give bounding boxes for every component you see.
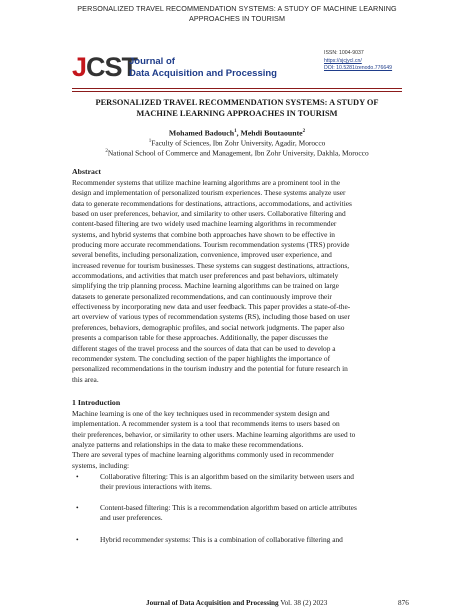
affiliation-marker: 1	[148, 139, 152, 144]
author-name: Mohamed Badouch	[168, 128, 235, 138]
issn-text: ISSN: 1004-9037	[324, 50, 364, 56]
author-affil-marker: 2	[302, 129, 306, 134]
bullet-marker: •	[76, 535, 79, 544]
bullet-marker: •	[76, 472, 79, 481]
abstract-line: this area.	[72, 374, 99, 384]
abstract-line: increased revenue for tourism businesses. These systems can suggest destinations, attractions,	[72, 260, 350, 270]
logo-letters-cst: CST	[86, 52, 138, 82]
abstract-line: effectiveness by incorporating new data and user feedback. This paper provides a state-of-the-	[72, 302, 351, 312]
abstract-line: based on user preferences, behavior, and similarity to other users. Collaborative filtering and	[72, 209, 346, 219]
affiliation	[60, 147, 414, 158]
bullet-line: Collaborative filtering: This is an algorithm based on the similarity between users and	[100, 472, 354, 481]
abstract-line: producing more accurate recommendations. Tourism recommendation systems (TRS) provide	[72, 240, 350, 250]
abstract-line: systems, and hybrid systems that combine both approaches have shown to be effective in	[72, 229, 335, 239]
introduction-line: systems, including:	[72, 460, 130, 470]
introduction-line: analyze patterns and relationships in the data to make these recommendations.	[72, 440, 304, 450]
masthead-rule-top	[72, 88, 402, 89]
abstract-line: personalized recommendations in the tourism industry and the potential for future research in	[72, 364, 348, 374]
journal-name-line1: Journal of	[129, 56, 175, 67]
bullet-line: Hybrid recommender systems: This is a combination of collaborative filtering and	[100, 535, 343, 544]
abstract-line: accommodations, and activities that match user preferences and past behaviors, ultimately	[72, 271, 339, 281]
abstract-line: several benefits, including personalization, convenience, improved user experience, and	[72, 250, 332, 260]
abstract-line: datasets to generate personalized recommendations, and can continuously improve their	[72, 291, 332, 301]
section-heading-introduction: 1 Introduction	[72, 398, 121, 407]
doi-link[interactable]: DOI: 10.5281/zenodo.776649	[324, 65, 393, 72]
bullet-line: and user preferences.	[100, 513, 163, 523]
abstract-line: simplifying the trip planning process. Machine learning algorithms can be trained on large	[72, 281, 339, 291]
journal-name-line2: Data Acquisition and Processing	[129, 67, 277, 79]
paper-title	[60, 97, 414, 119]
masthead-rule-bottom	[72, 91, 402, 92]
bullet-line: Content-based filtering: This is a recommendation algorithm based on article attributes	[100, 503, 357, 512]
introduction-line: their preferences, behavior, or similarity to other users. Machine learning algorithms are used to	[72, 429, 356, 439]
running-head-text: PERSONALIZED TRAVEL RECOMMENDATION SYSTEMS: A STUDY OF MACHINE LEARNING APPROACHES IN TOURISM	[77, 4, 397, 23]
bullet-marker: •	[76, 503, 79, 512]
abstract-heading: Abstract	[72, 167, 102, 176]
introduction-line: implementation. A recommender system is a tool that recommends items to users based on	[72, 419, 340, 429]
running-head	[60, 4, 414, 24]
journal-site-link[interactable]: https://sjcjycl.cn/	[324, 57, 362, 64]
logo-letter-j: J	[72, 52, 87, 82]
author-separator: ,	[236, 128, 241, 138]
footer-volume: Vol. 38 (2) 2023	[278, 599, 328, 607]
abstract-line: art overview of various types of recommendation systems (RS), including those based on user	[72, 312, 350, 322]
abstract-line: Recommender systems that utilize machine learning algorithms are a prominent tool in the	[72, 178, 341, 187]
journal-name	[129, 56, 277, 79]
journal-meta	[324, 50, 392, 73]
bullet-item	[100, 503, 402, 524]
abstract-line: content-based filtering are two widely used machine learning algorithms in recommender	[72, 219, 337, 229]
page-number: 876	[398, 599, 409, 607]
page-footer	[146, 598, 327, 608]
paper-title-line: PERSONALIZED TRAVEL RECOMMENDATION SYSTEMS: A STUDY OF	[95, 98, 379, 107]
author-name: Mehdi Boutaounte	[240, 128, 303, 138]
introduction-line: Machine learning is one of the key techniques used in recommender system design and	[72, 409, 330, 418]
author-affil-marker: 1	[234, 129, 237, 134]
journal-logo	[72, 52, 137, 82]
affiliation-text: Faculty of Sciences, Ibn Zohr University, Agadir, Morocco	[151, 138, 326, 148]
journal-masthead	[72, 50, 402, 88]
introduction-line: There are several types of machine learning algorithms commonly used in recommender	[72, 450, 334, 460]
paper-title-line: MACHINE LEARNING APPROACHES IN TOURISM	[136, 109, 338, 118]
abstract-line: different stages of the travel process and the sources of data that can be used to develop a	[72, 343, 336, 353]
affiliation-marker: 2	[105, 149, 108, 154]
abstract-line: presents a comparison table for these approaches. Additionally, the paper discusses the	[72, 333, 328, 343]
abstract-line: design and implementation of personalized tourism experiences. These systems analyze user	[72, 188, 346, 198]
abstract-line: preferences, behaviors, demographic profiles, and social network judgments. The paper also	[72, 322, 345, 332]
bullet-line: their previous interactions with items.	[100, 482, 212, 492]
abstract-line: data to generate recommendations for destinations, attractions, accommodations, and activities	[72, 198, 352, 208]
introduction-body	[72, 409, 402, 471]
bullet-item	[100, 472, 402, 493]
affiliation-text: National School of Commerce and Management, Ibn Zohr University, Dakhla, Morocco	[107, 148, 369, 158]
abstract-line: recommender system. The concluding section of the paper highlights the importance of	[72, 353, 331, 363]
abstract-body	[72, 178, 402, 385]
footer-journal: Journal of Data Acquisition and Processing	[146, 599, 279, 607]
bullet-item	[100, 535, 402, 545]
